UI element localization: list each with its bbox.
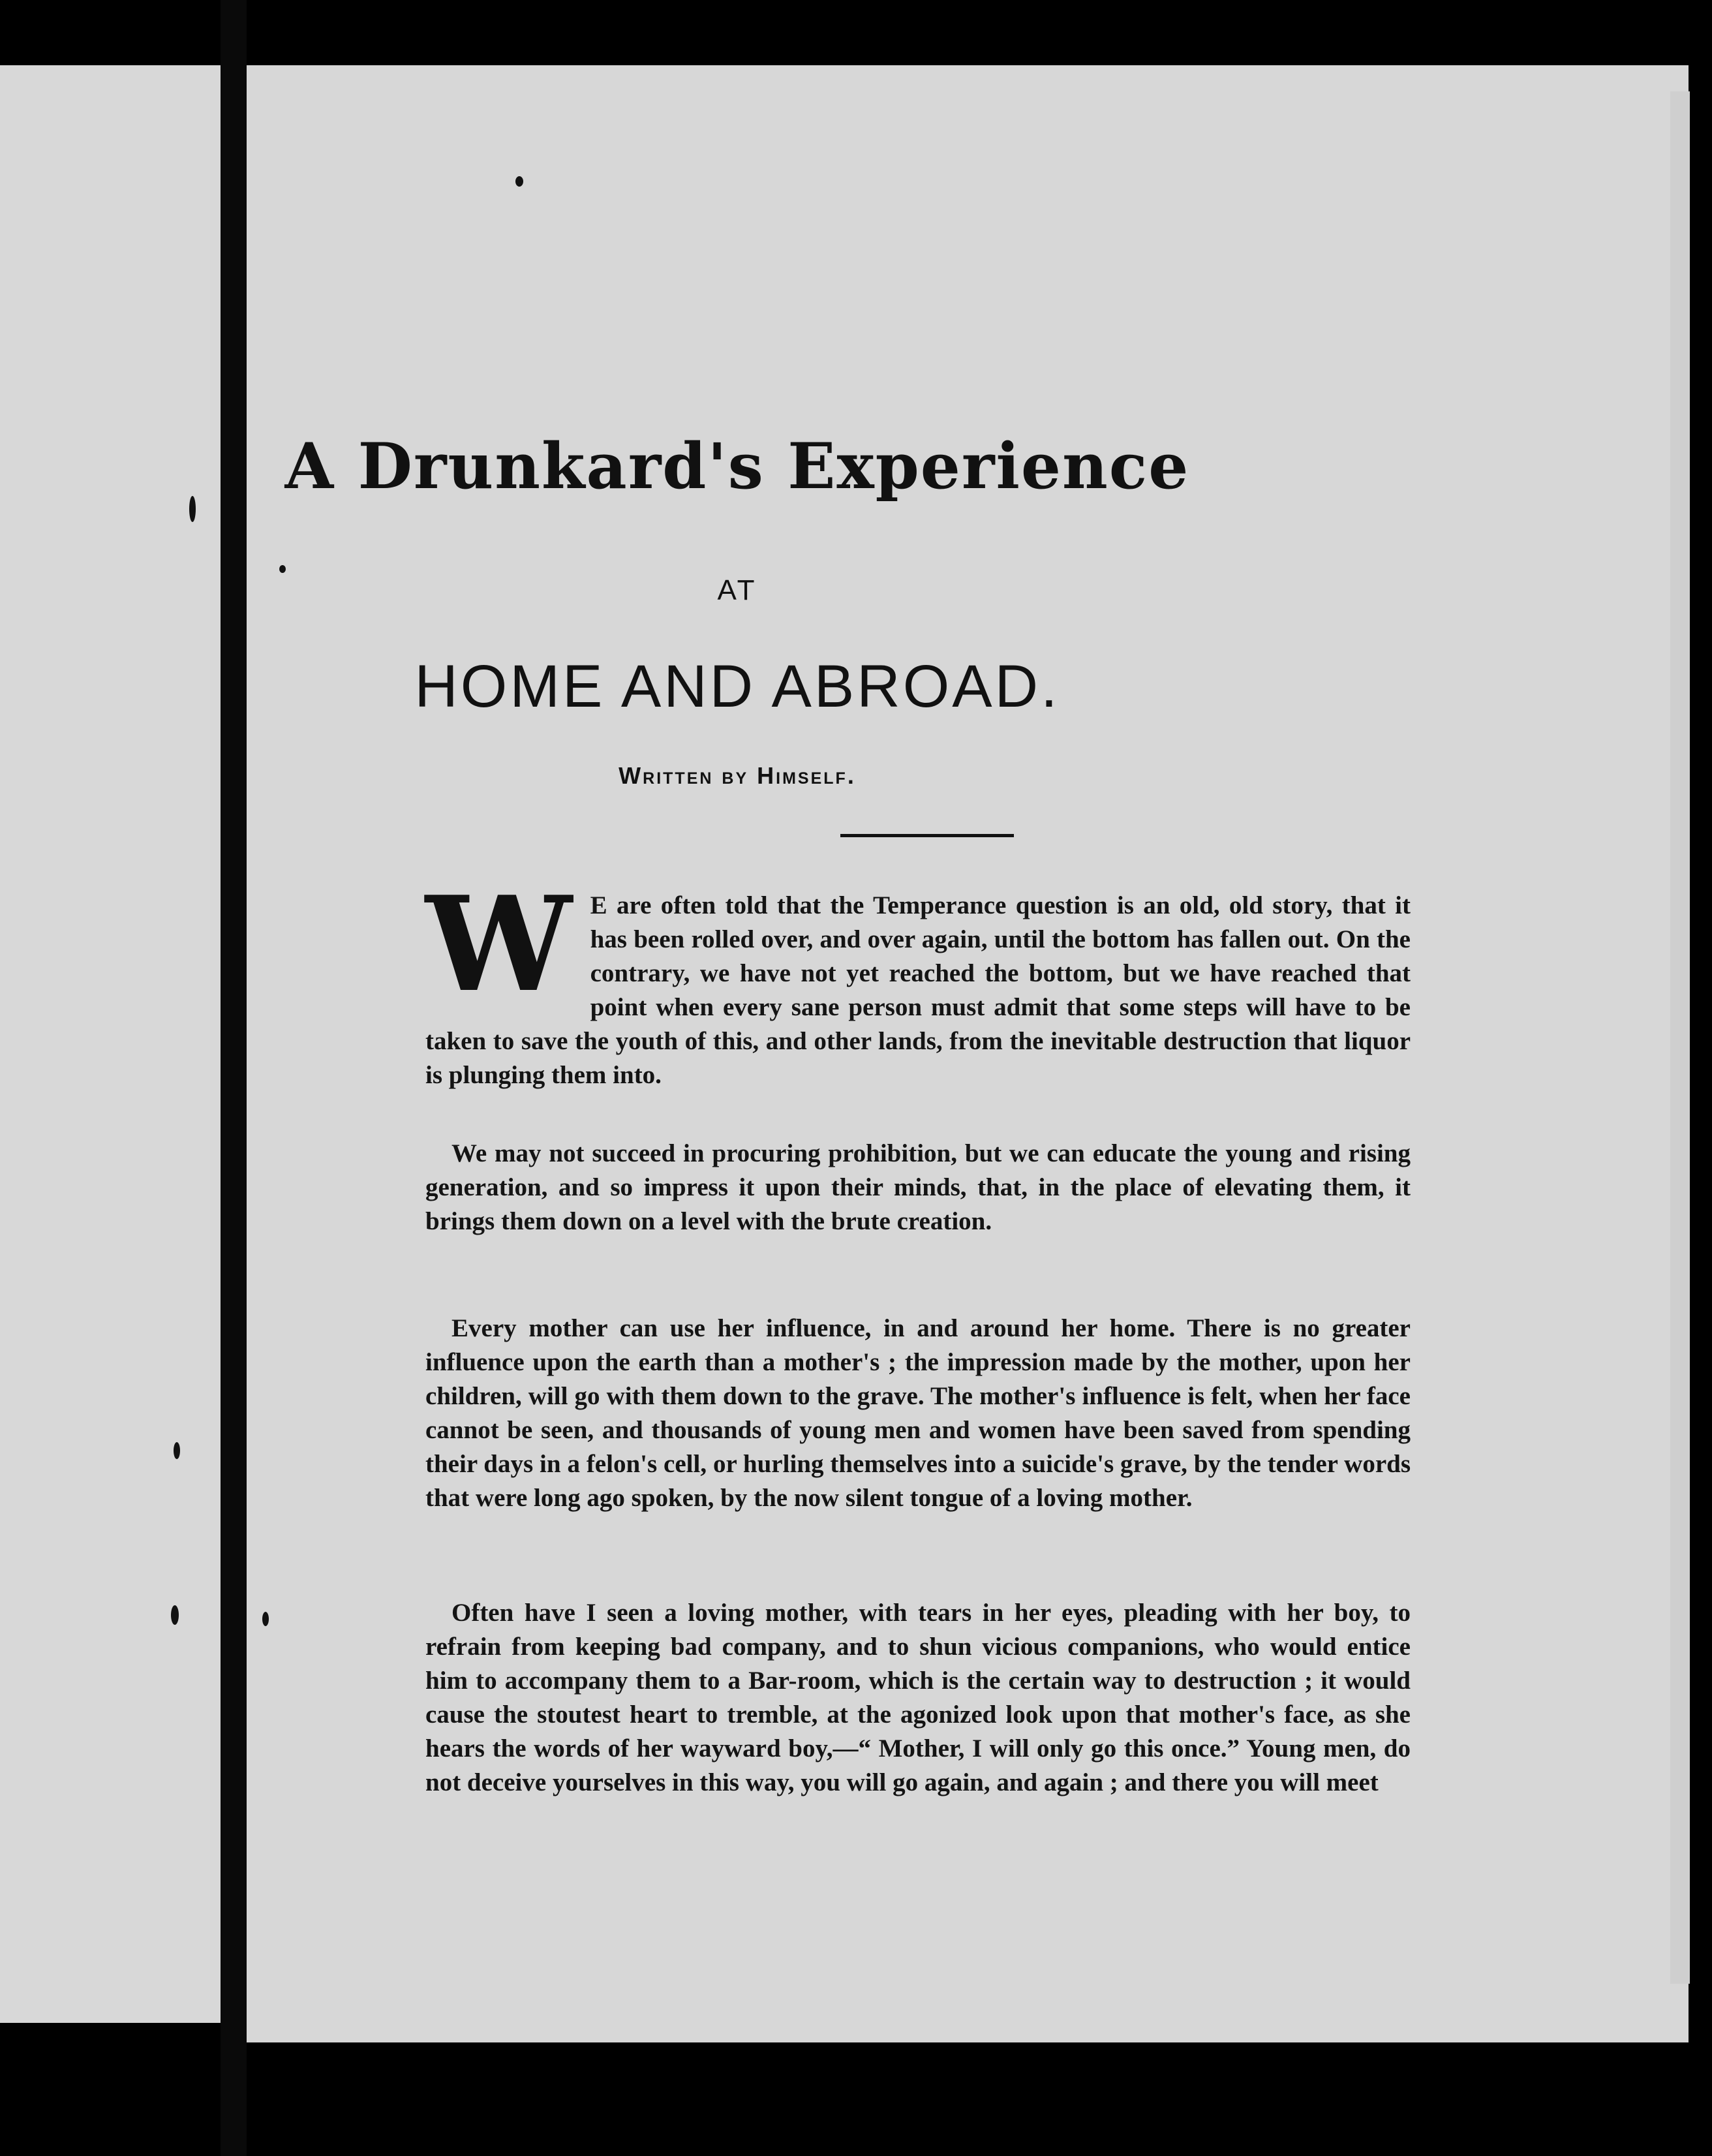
title-connector: AT [717, 574, 757, 606]
paragraph-1 [425, 868, 1411, 1092]
speck-mark [189, 496, 196, 522]
drop-cap: W [425, 868, 572, 1021]
paragraph-3 [425, 1312, 1411, 1515]
left-page-edge [0, 65, 221, 2023]
speck-mark [279, 565, 286, 573]
paragraph-2-text: We may not succeed in procuring prohibition, but we can educate the young and rising generation, and so impress it upon their minds, that, in the place of elevating them, it brings them down on a level with the brute creation. [425, 1139, 1411, 1235]
speck-mark [515, 176, 523, 187]
speck-mark [262, 1612, 269, 1626]
byline-text: Written by Himself. [619, 762, 856, 789]
right-page-edge [1670, 91, 1690, 1984]
page-title: A Drunkard's Experience [284, 429, 1190, 503]
speck-mark [174, 1442, 180, 1459]
byline [261, 762, 1214, 790]
page-subtitle: HOME AND ABROAD. [414, 653, 1060, 720]
speck-mark [171, 1605, 179, 1625]
title-rule [840, 834, 1014, 837]
paragraph-3-text: Every mother can use her influence, in and around her home. There is no greater influence upon the earth than a mother's ; the impression made by the mother, upon her children, will go with them down to the grave. The mother's influence is felt, when her face cannot be seen, and thousands of young men and women have been saved from spending their days in a felon's cell, or hurling themselves into a suicide's grave, by the tender words that were long ago spoken, by the now silent tongue of a loving mother. [425, 1314, 1411, 1512]
paragraph-4 [425, 1596, 1411, 1800]
paragraph-1-text: E are often told that the Temperance question is an old, old story, that it has been rolled over, and over again, until the bottom has fallen out. On the contrary, we have not yet reached the bottom, but we have reached that point when every sane person must admit that some steps will have to be taken to save the youth of this, and other lands, from the inevitable destruction that liquor is plunging them into. [425, 891, 1411, 1089]
book-gutter [221, 0, 247, 2156]
paragraph-2 [425, 1137, 1411, 1239]
paragraph-4-text: Often have I seen a loving mother, with tears in her eyes, pleading with her boy, to refrain from keeping bad company, and to shun vicious companions, who would entice him to accompany them to a Bar-room, which is the certain way to destruction ; it would cause the stoutest heart to tremble, at the agonized look upon that mother's face, as she hears the words of her wayward boy,—“ Mother, I will only go this once.” Young men, do not deceive yourselves in this way, you will go again, and again ; and there you will meet [425, 1599, 1411, 1796]
